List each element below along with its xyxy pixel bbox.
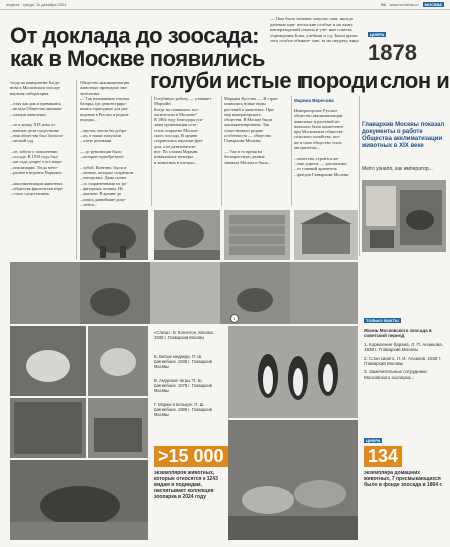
column-line: ...ет главный хранитель (294, 166, 337, 172)
column-line: Мароайн. (154, 101, 172, 107)
column-line: ...еннорских. Даже позже (80, 175, 127, 181)
column-line: растений и животных. При- (224, 106, 275, 112)
stat-1-text: экземпляров животных, которые относятся к 1243 видам и подвидам, насчитывает коллекция зоопарка в 2024 году (154, 470, 218, 500)
column-line: ...сь сохраненными их ро- (80, 180, 128, 186)
column-line: ...рушен в ведение Наркомп- (10, 170, 63, 176)
brand-badge: МОСКВА (424, 2, 442, 7)
column-line: — Уже в то время на (224, 148, 263, 154)
facts-list (364, 328, 448, 383)
column-line: ...которые приобретали- (80, 154, 125, 160)
column-line: — Так называемые птичьи (80, 95, 130, 101)
column-line: сталь открытие Москов- (154, 127, 199, 133)
column-line: животных проводило зна- (80, 85, 128, 91)
column-divider (359, 96, 360, 256)
stat-2-text: экземпляра домашних животных, 7 пресмыкающихся было в фонде зоосада в 1864 г. (364, 470, 443, 488)
column-line: общество акклиматизации (294, 113, 343, 119)
column-line: Главархива Москвы. (224, 138, 262, 144)
column-line: сохранились научные фун- (154, 138, 204, 144)
column-line: Голубиную работу, — утачняет (154, 96, 212, 101)
column-line: ...оосада. В 1919 году был (10, 154, 58, 160)
column-line: Общество акклиматизации (80, 80, 130, 85)
caption-4: Г. Моржи в вольере. П. Ш. Шигинбаев. 1889 г. Главархив Москвы (154, 402, 212, 418)
column-line: ...зубой. Конечно, были и (80, 164, 127, 170)
caption-2: Б. Белые медведи. П. Ш. Шигинбаев. 1938 г. Главархив Москвы (154, 354, 212, 370)
quote-line: императорский сенаты и уче- (270, 27, 328, 32)
column-line: чительные (80, 90, 100, 96)
column-line: ...стало существовать. (10, 191, 51, 197)
column-line: снимала Москва и была... (224, 159, 271, 165)
quote-block (270, 16, 360, 44)
column-line: ...ку, а также покупали (80, 132, 122, 138)
photo-walrus (10, 460, 148, 540)
column-line: нова в Московском зоосаде (10, 85, 61, 91)
column-divider (151, 96, 152, 206)
photo-enclosure-1 (10, 398, 86, 458)
photo-aviary (224, 210, 290, 260)
photo-enclosure-2 (88, 398, 148, 458)
caption-3: В. Амурские тигры. П. Ш. Шигинбаев. 1878 г. Главархив Москвы (154, 378, 212, 394)
fact-item: 2. Слон Шанго. Л. И. Анзиков. 1938 г. Главархив Москвы (364, 355, 442, 367)
facts-title: Жизнь Московского зоосада в советский период (364, 328, 432, 339)
issue-date: неделя · среда, 11 декабря 2024 (6, 2, 67, 7)
column-line: существовали редкие (224, 127, 264, 133)
column-line: же и само общество стало (294, 139, 342, 145)
facts-label: ТОЛЬКО ФАКТЫ (366, 318, 399, 323)
headline-word-1: голуби (150, 68, 222, 93)
article-column-5 (294, 108, 358, 208)
page-number: 06 (381, 2, 386, 7)
column-line: при Московском обществе (294, 129, 343, 135)
column-line: ...ния общества был Зоологи- (10, 132, 64, 138)
column-line: ...изации животных. (10, 111, 47, 117)
headline-word-3: породи (300, 68, 378, 93)
column-divider (76, 80, 77, 260)
column-line: — до революции было (80, 148, 122, 154)
column-divider (221, 96, 222, 206)
column-line: Императорское Русское (294, 108, 338, 113)
sidebar-text: Metro узнало, как император... (362, 166, 433, 172)
column-line: породы... (80, 117, 97, 123)
caption-1: «Слеза». В. Кончетон, Москва. 1938 г. Главархив Москвы (154, 330, 214, 341)
photo-elephant-2 (154, 210, 220, 260)
photo-bear-2 (88, 326, 148, 396)
column-line: ...общества фактически пере- (10, 185, 64, 191)
photo-penguins (228, 326, 358, 418)
column-line: изначальное вольеры (154, 154, 193, 160)
quote-line: ятельские особые и на чанес (296, 21, 353, 27)
column-line: ведения в России и редкие (80, 111, 129, 117)
column-line: дом, а не развлекатель- (154, 143, 197, 149)
article-column-1 (10, 80, 72, 220)
column-line: базары, где демонстриро- (80, 101, 127, 107)
column-line: ...ванные цели существова- (10, 127, 60, 133)
column-line: ...ле к концу XIX века ос- (10, 122, 57, 128)
article-column-2 (80, 80, 148, 220)
column-line: мер императорского (224, 111, 261, 117)
stat-2-label: ЦИФРА (366, 438, 381, 443)
column-line: ...ные дороги, — рассказыва- (294, 160, 348, 166)
page-header-bar (0, 0, 450, 10)
quote-line: ние, за их неудачу, вину. (312, 38, 360, 43)
headline (10, 24, 265, 70)
quote-line: кроме того особое объявле- (270, 32, 358, 43)
column-line: ...фиторных чтении. Их (80, 185, 124, 191)
fact-item: 3. Замечательные сотрудники Московского зоопарка... (364, 369, 427, 380)
column-line: и животных в клетках... (154, 159, 198, 165)
column-line: ...вкладе Общества акклима- (10, 106, 63, 112)
site-url: www.vmnews.ru (389, 2, 419, 7)
column-line: ...ын сада дохрет о его наци- (10, 159, 63, 165)
sidebar-photo-image (362, 180, 446, 252)
column-line: ...фондов Главархива Москвы (294, 171, 349, 177)
column-line: вались пригодные для раз- (80, 106, 129, 112)
column-line: ...акклиматизации животных (10, 180, 63, 186)
column-divider (291, 96, 292, 206)
column-line: ...анализе. В архиве до (80, 191, 122, 197)
column-line: особенности — общество (224, 133, 272, 139)
column-line: Когда же появились зоо- (154, 106, 199, 112)
photo-elephant-1 (80, 210, 148, 260)
column-line: Марьина Кустова. — В стран (224, 96, 278, 101)
photo-tigers (228, 420, 358, 540)
column-line: ...ерства, могли бы добро- (80, 127, 128, 133)
column-line: ...ольте реликвии (80, 138, 112, 144)
fact-item: 1. Кормление барана. Л. П. Анзикова. 1938 г. Главархив Москвы (364, 341, 443, 353)
column-line: ...ле, забота о пополнении (10, 148, 58, 154)
column-line: акклиматизированы. Так (224, 122, 270, 128)
column-line: сельского хозяйства, поз- (294, 134, 341, 140)
photo-marker-1: 1 (230, 314, 239, 323)
column-line: бескорыстную дачные (224, 154, 265, 160)
sidebar-title: Главархив Москвы показал документы о работе Общества акклиматизации животных в XIX веке (362, 122, 445, 149)
headline-word-2: истые г (226, 68, 306, 93)
stat-2-value: 134 (364, 446, 402, 467)
quote-line: Бова, учебник и т.д. Были (294, 32, 345, 38)
column-line: начально было компетенто (294, 123, 344, 129)
column-line: ное. По словам Марьин, (154, 148, 199, 154)
headline-word-4: слон и (380, 68, 450, 93)
column-line: авторитетом... (294, 145, 320, 151)
column-line: ...ектные, которые сохраняли (80, 170, 134, 176)
headline-line-1: От доклада до зоосада: (10, 23, 259, 48)
column-line: логических в Москове? (154, 111, 197, 117)
column-line: ...мента... (80, 201, 98, 207)
sidebar-photo (362, 180, 446, 252)
column-line: ...ческий сад. (10, 138, 35, 144)
article-column-3 (154, 96, 220, 206)
column-line: научная лаборатория. (10, 90, 50, 96)
quote-line: ния, иногда дачевые при- (270, 16, 353, 27)
headline-line-2: как в Москве появились (10, 46, 265, 71)
column-line: ...ились давнейшие доку- (80, 196, 127, 202)
column-line: ...елях как рак и превикансь (10, 101, 61, 107)
column-line: появились новые виды (224, 101, 266, 107)
article-column-4 (224, 96, 290, 206)
quote-line: ные советы, учреждения (270, 27, 353, 38)
column-line: В 1864 году благодаря уси- (154, 117, 204, 123)
stat-1-value: >15 000 (154, 446, 228, 467)
photo-bear-1 (10, 326, 86, 396)
column-line: ...онализации. Тогда мето- (10, 164, 58, 170)
photo-zoo-building (294, 210, 358, 260)
column-line: ...ничества, строится же- (294, 155, 340, 161)
quote-line: — Они было человек запуска- (270, 16, 330, 21)
column-line: животных и растений из- (294, 118, 341, 124)
sidebar-label: ЦИФРА (370, 32, 385, 37)
column-line: общества. В Москве были (224, 117, 272, 123)
column-line: тогда по инициативе Богда- (10, 80, 61, 85)
author-name: Марина Вересова (294, 98, 334, 103)
photo-strip-wide (10, 262, 358, 324)
sidebar-year: 1878 (368, 40, 417, 65)
column-line: лиям организации сото- (154, 122, 198, 128)
column-line: ского зоосада. В архиве (154, 133, 198, 139)
